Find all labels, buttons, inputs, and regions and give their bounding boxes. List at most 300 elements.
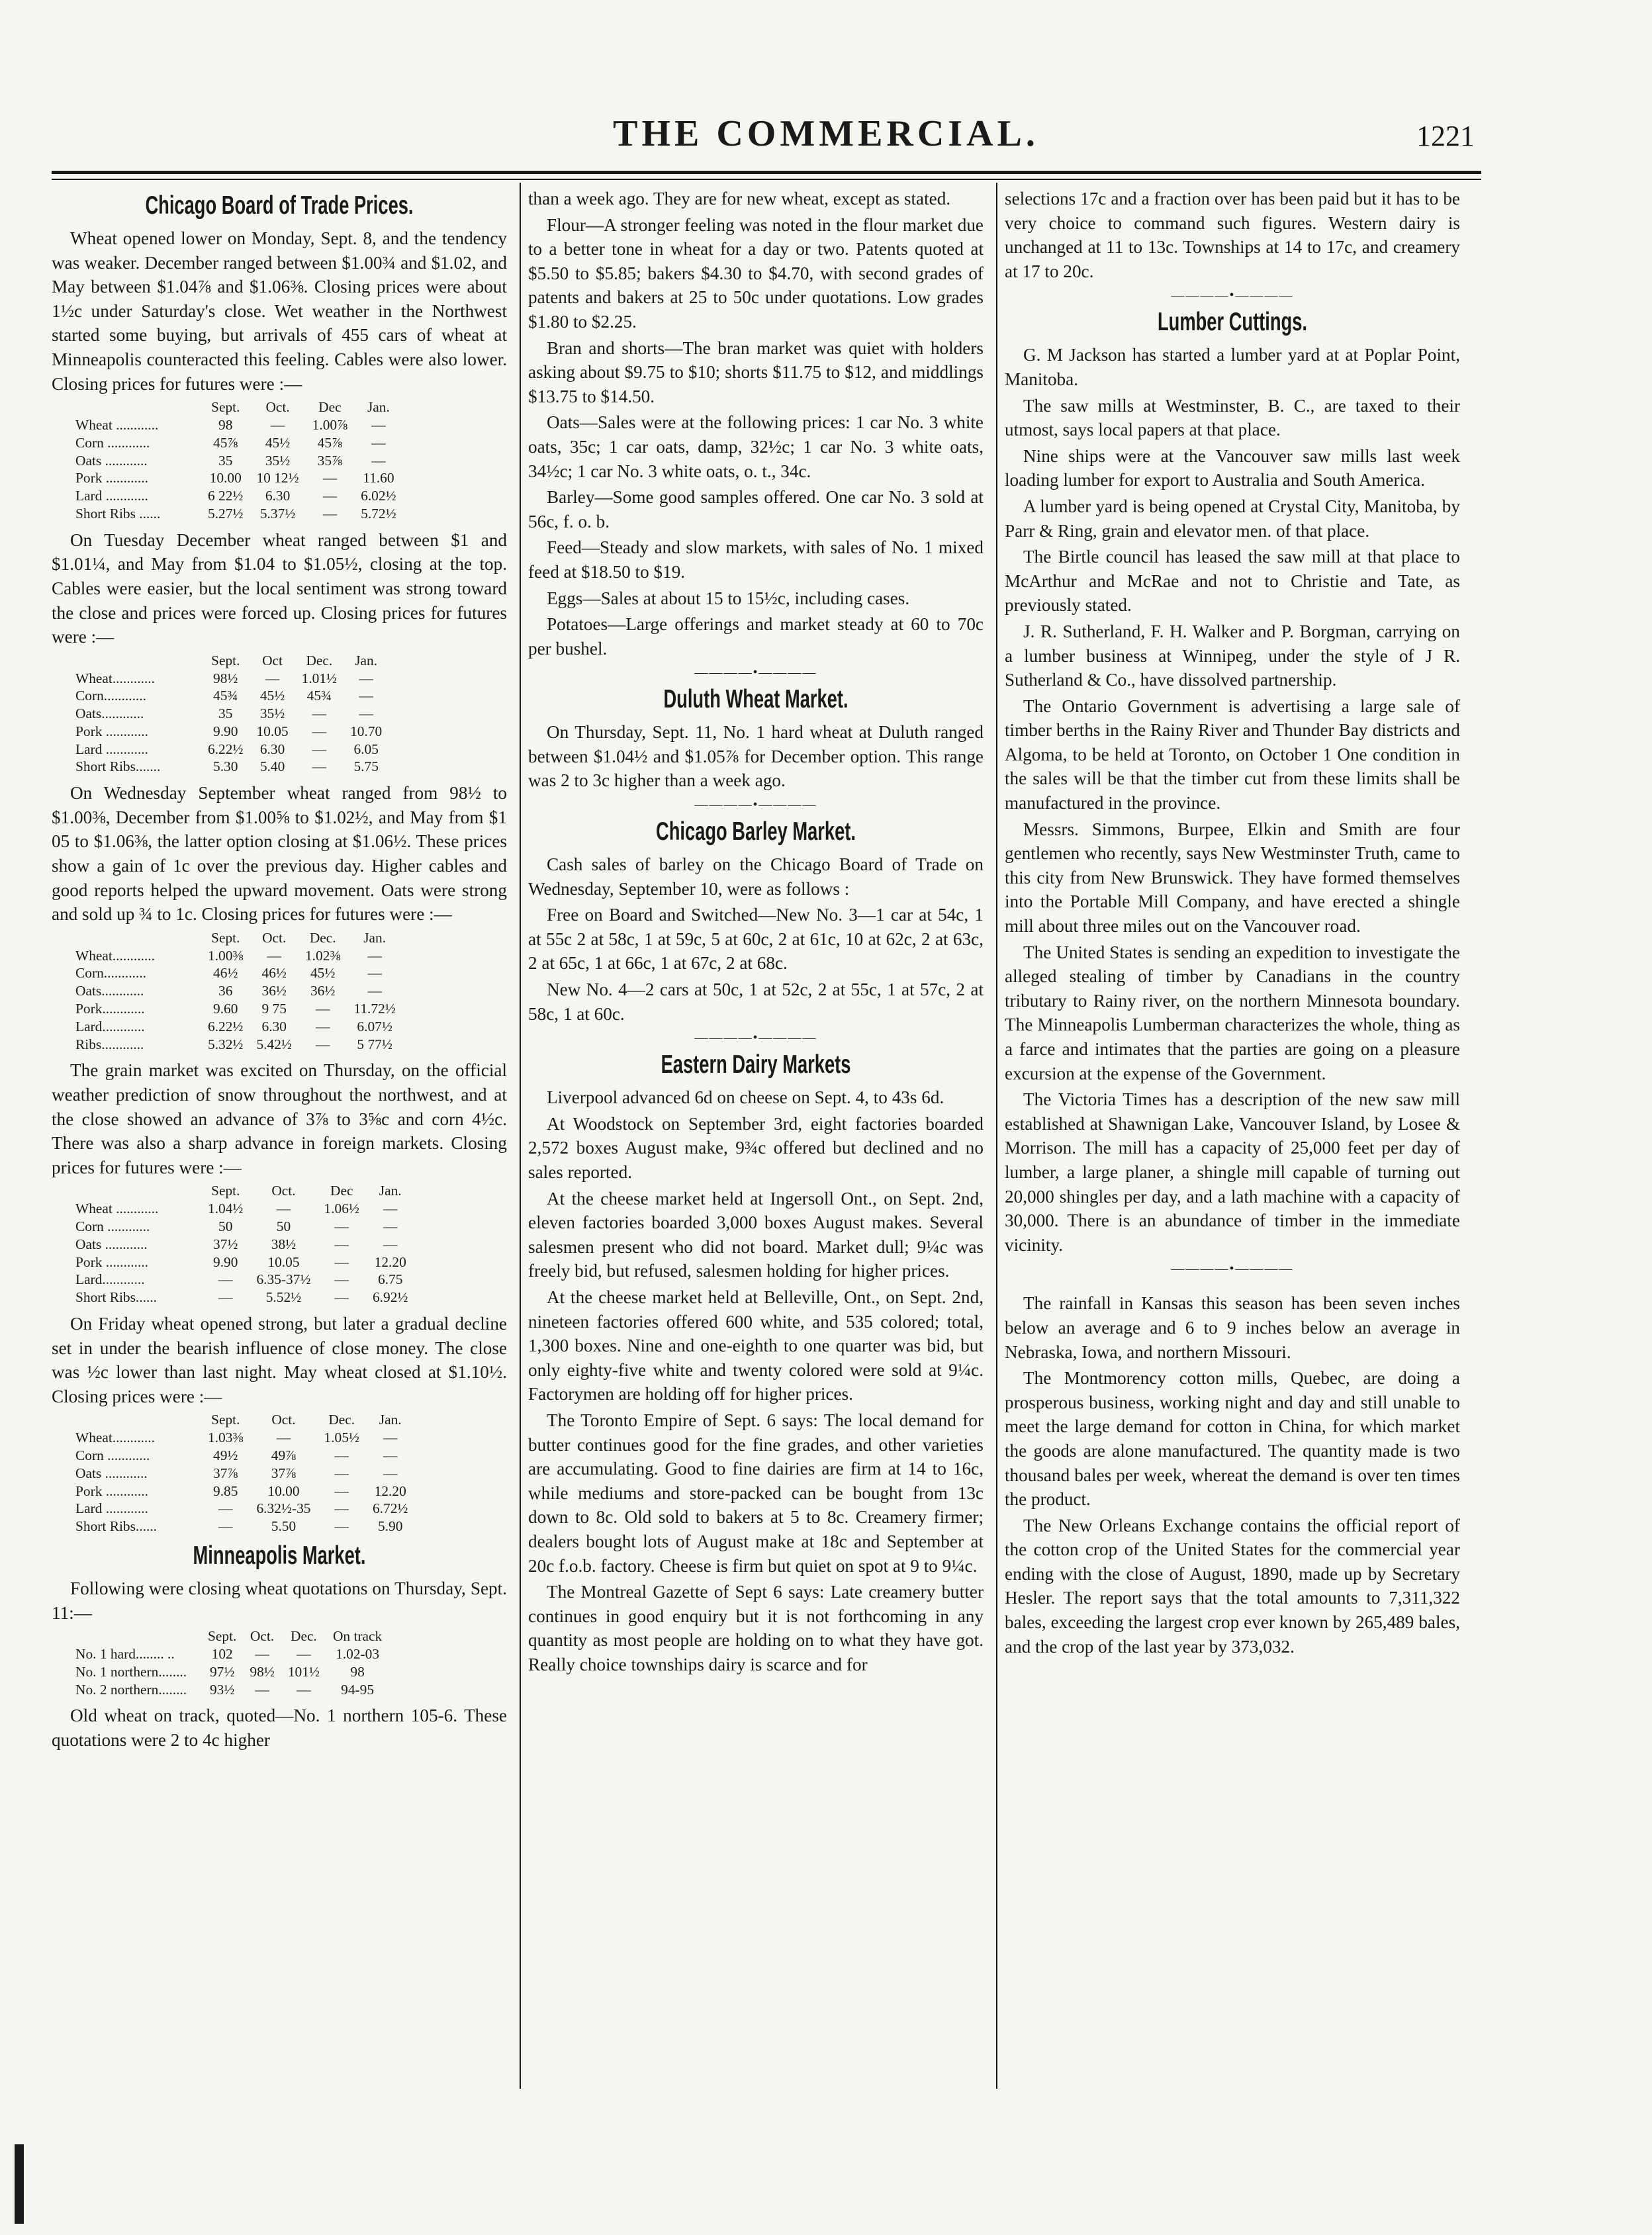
table-cell: — (334, 1500, 349, 1517)
row-label: Oats ............ (75, 1465, 148, 1481)
table-row (75, 705, 389, 723)
paragraph: Feed—Steady and slow markets, with sales of No. 1 mixed feed at $18.50 to $19. (528, 537, 984, 582)
row-label: Corn............ (75, 688, 146, 704)
row-label: Oats ............ (75, 452, 148, 469)
table-cell: — (371, 416, 386, 433)
table-cell: 5.42½ (256, 1036, 292, 1052)
row-label: Pork ............ (75, 1254, 148, 1270)
table-cell: — (383, 1447, 398, 1463)
table-row (75, 452, 403, 470)
table-cell: 35⅞ (317, 452, 343, 469)
row-label: Corn ............ (75, 1447, 150, 1463)
table-cell: 46½ (213, 965, 238, 981)
section-separator: ————•———— (1171, 1261, 1294, 1277)
paragraph: Flour—A stronger feeling was noted in the flour market due to a better tone in wheat for a day or two. Patents quoted at $5.50 to $5.85; bakers $4.30 to $4.70, with second grades of patents and bakers at 25 to 50c under quotations. Low grades $1.80 to $2.25. (528, 214, 984, 332)
table-row (75, 434, 403, 452)
table-cell: — (312, 741, 327, 757)
table-cell: 1.06½ (324, 1201, 359, 1217)
paragraph: Wheat opened lower on Monday, Sept. 8, and the tendency was weaker. December ranged between $1.00¾ and $1.02, and May between $1.04⅞ and $1.06⅜. Closing prices were about 1½c under Saturday's close. Wet weather in the Northwest started some buying, but arrivals of 455 cars of wheat at Minneapolis counteracted this feeling. Cables were also lower. Closing prices for futures were :— (52, 228, 507, 394)
section-separator: ————•———— (694, 1030, 817, 1046)
table-cell: 10.00 (209, 470, 242, 486)
table-cell: — (316, 1001, 330, 1017)
table-cell: 5.27½ (208, 505, 244, 522)
row-label: Corn ............ (75, 1218, 150, 1234)
table-cell: — (383, 1430, 398, 1446)
row-label: Wheat ............ (75, 1201, 159, 1217)
table-cell: — (383, 1465, 398, 1481)
column-header: Oct (262, 652, 283, 668)
column-header (75, 652, 201, 670)
column-header: Jan. (367, 399, 390, 416)
table-cell: 6.35-37½ (256, 1271, 311, 1288)
table-cell: 12.20 (374, 1254, 406, 1270)
row-label: Pork ............ (75, 723, 148, 739)
table-header-row (75, 929, 402, 947)
row-label: No. 2 northern........ (75, 1681, 187, 1698)
paragraph: Old wheat on track, quoted—No. 1 northern 105-6. These quotations were 2 to 4c higher (52, 1706, 507, 1750)
row-label: Oats ............ (75, 1236, 148, 1252)
table-row (75, 964, 402, 982)
table-cell: 6.30 (265, 488, 291, 504)
table-row (75, 687, 389, 705)
column-header: Dec. (309, 929, 336, 946)
table-row (75, 416, 403, 434)
table-cell: 98½ (250, 1663, 275, 1680)
table-row (75, 982, 402, 1000)
table-cell: — (270, 416, 285, 433)
table-cell: — (316, 1036, 330, 1052)
column-header: Dec. (291, 1628, 317, 1645)
row-label: Lard ............ (75, 741, 148, 757)
table-cell: 49⅞ (271, 1447, 297, 1463)
paragraph: The New Orleans Exchange contains the official report of the cotton crop of the United States for the commercial year ending with the close of August, 1890, made up by Secretary Hesler. The report says that the total amounts to 7,311,322 bales, exceeding the largest crop ever known by 265,489 bales, and the crop of the last year by 373,032. (1005, 1515, 1460, 1657)
paragraph: On Wednesday September wheat ranged from 98½ to $1.00⅜, December from $1.00⅝ to $1.02½, and May from $1 05 to $1.06⅜, the latter option closing at $1.06½. These prices show a gain of 1c over the previous day. Higher cables and good reports helped the upward movement. Oats were strong and sold up ¾ to 1c. Closing prices for futures were :— (52, 783, 507, 925)
table-cell: 5.50 (271, 1518, 297, 1535)
column-divider (996, 183, 997, 2089)
table-cell: 46½ (261, 965, 287, 981)
column-header: Oct. (262, 929, 287, 946)
table-cell: 45⅞ (317, 434, 343, 451)
table-cell: 6.32½-35 (256, 1500, 311, 1517)
table-cell: — (218, 1500, 233, 1517)
paragraph: Liverpool advanced 6d on cheese on Sept. 4, to 43s 6d. (547, 1087, 944, 1108)
table-cell: — (322, 488, 338, 504)
paragraph: On Friday wheat opened strong, but later a gradual decline set in under the bearish influence of close money. The close was ½c lower than last night. May wheat closed at $1.10½. Closing prices were :— (52, 1313, 507, 1406)
row-label: Short Ribs...... (75, 1289, 158, 1306)
column-header: On track (332, 1628, 383, 1645)
column-header: Jan. (355, 652, 378, 668)
paragraph: The Montreal Gazette of Sept 6 says: Late creamery butter continues in good enquiry but it is not forthcoming in any quantity as most people are holding on to what they have got. Really choice townships dairy is scarce and for (528, 1582, 984, 1674)
column-header: Jan. (379, 1183, 402, 1199)
page-number: 1221 (1416, 120, 1475, 152)
row-label: Ribs............ (75, 1036, 144, 1052)
header-rule (52, 171, 1481, 174)
column-header: Oct. (271, 1183, 296, 1199)
table-row (75, 1645, 389, 1663)
table-cell: — (371, 434, 386, 451)
paragraph: selections 17c and a fraction over has been paid but it has to be very choice to command such figures. Western dairy is unchanged at 11 to 13c. Townships at 14 to 17c, and creamery at 17 to 20c. (1005, 189, 1460, 281)
table-cell: — (334, 1254, 349, 1270)
table-cell: 6.07½ (357, 1018, 392, 1034)
table-row (75, 1218, 414, 1236)
table-cell: 101½ (287, 1663, 320, 1680)
table-cell: 36 (218, 983, 233, 999)
table-row (75, 741, 389, 758)
paragraph: Messrs. Simmons, Burpee, Elkin and Smith are four gentlemen who recently, says New Westminster Truth, came to this city from New Brunswick. They have formed themselves into the Portable Mill Company, and have erected a shingle mill about three miles out on the Vancouver road. (1005, 819, 1460, 936)
spacer (1005, 1281, 1460, 1291)
table-row (75, 1254, 414, 1271)
table-cell: — (334, 1218, 349, 1234)
paragraph: The Montmorency cotton mills, Quebec, are doing a prosperous business, working night and day and still unable to meet the large demand for cotton in China, for which market the goods are alone manufactured. The quantity made is two thousand bales per week, whereat the demand is over ten times the product. (1005, 1368, 1460, 1510)
row-label: Short Ribs...... (75, 1518, 158, 1535)
paragraph: The saw mills at Westminster, B. C., are taxed to their utmost, says local papers at that place. (1005, 395, 1460, 440)
table-cell: 6.30 (261, 1018, 287, 1034)
table-cell: 1.00⅜ (208, 947, 244, 964)
row-label: Wheat............ (75, 947, 155, 964)
table-cell: — (383, 1236, 398, 1252)
table-cell: — (359, 688, 373, 704)
column-header: Dec (318, 399, 342, 416)
table-cell: 1.02-03 (336, 1645, 380, 1662)
table-cell: 11.72½ (353, 1001, 396, 1017)
paragraph: G. M Jackson has started a lumber yard at at Poplar Point, Manitoba. (1005, 345, 1460, 389)
table-row (75, 505, 403, 523)
table-row (75, 1465, 414, 1482)
paragraph: Eggs—Sales at about 15 to 15½c, including cases. (547, 588, 910, 608)
paragraph: The grain market was excited on Thursday, on the official weather prediction of snow throughout the northwest, and at the close showed an advance of 3⅞ to 3⅝c and corn 4½c. There was also a sharp advance in foreign markets. Closing prices for futures were :— (52, 1060, 507, 1177)
paragraph: Barley—Some good samples offered. One car No. 3 sold at 56c, f. o. b. (528, 487, 984, 531)
table-cell: 6.75 (377, 1271, 403, 1288)
paragraph: The Birtle council has leased the saw mill at that place to McArthur and McRae and not to Christie and Tate, as previously stated. (1005, 547, 1460, 616)
table-cell: 11.60 (363, 470, 394, 486)
table-cell: 1.00⅞ (312, 416, 348, 433)
table-row (75, 1036, 402, 1054)
table-cell: 45⅞ (213, 434, 238, 451)
table-cell: 9 75 (261, 1001, 287, 1017)
article-heading: Lumber Cuttings. (1158, 308, 1307, 337)
table-row (75, 1681, 389, 1699)
row-label: No. 1 northern........ (75, 1663, 187, 1680)
table-cell: — (322, 470, 338, 486)
row-label: Pork ............ (75, 1482, 148, 1499)
table-cell: 5.75 (353, 758, 379, 775)
row-label: Lard ............ (75, 1500, 148, 1517)
table-cell: 35 (218, 706, 233, 722)
table-header-row (75, 1411, 414, 1429)
table-cell: 102 (211, 1645, 233, 1662)
table-cell: 6.22½ (208, 1018, 244, 1034)
column-header: Dec. (306, 652, 333, 668)
row-label: Wheat............ (75, 1430, 155, 1446)
article-heading: Minneapolis Market. (193, 1541, 366, 1570)
table-cell: 45½ (310, 965, 336, 981)
article-heading: Duluth Wheat Market. (663, 685, 849, 714)
table-cell: — (316, 1018, 330, 1034)
price-table (75, 929, 402, 1054)
table-cell: 37½ (213, 1236, 238, 1252)
table-cell: 9.60 (213, 1001, 238, 1017)
table-cell: 45¾ (213, 688, 238, 704)
price-table (75, 652, 389, 776)
table-cell: — (334, 1289, 349, 1306)
row-label: No. 1 hard........ .. (75, 1645, 175, 1662)
table-cell: — (367, 947, 382, 964)
table-cell: — (297, 1645, 311, 1662)
table-cell: — (312, 758, 327, 775)
table-row (75, 1500, 414, 1518)
row-label: Oats............ (75, 983, 144, 999)
table-cell: 10.00 (267, 1482, 300, 1499)
masthead: THE COMMERCIAL. (613, 113, 1039, 154)
table-row (75, 1018, 402, 1036)
paragraph: The United States is sending an expedition to investigate the alleged stealing of timber by Canadians in the country tributary to Rainy river, on the northern Minnesota boundary. The Minneapolis Lumberman characterizes the whole, thing as a farce and intimates that the parties are going on a pleasure excursion at the expense of the Government. (1005, 942, 1460, 1083)
paragraph: The Ontario Government is advertising a large sale of timber berths in the Rainy River and Thunder Bay districts and Algoma, to be held at Toronto, on October 1 One condition in the sales will be that the timber cut from these limits shall be manufactured in the province. (1005, 696, 1460, 813)
table-cell: 9.90 (213, 723, 238, 739)
paragraph: On Thursday, Sept. 11, No. 1 hard wheat at Duluth ranged between $1.04½ and $1.05⅞ for December option. This range was 2 to 3c higher than a week ago. (528, 722, 984, 791)
paragraph: Bran and shorts—The bran market was quiet with holders asking about $9.75 to $10; shorts $11.75 to $12, and middlings $13.75 to $14.50. (528, 338, 984, 406)
price-table (75, 1411, 414, 1535)
article-heading: Eastern Dairy Markets (661, 1050, 851, 1079)
table-cell: 10 12½ (256, 470, 299, 486)
table-row (75, 1236, 414, 1254)
paragraph: Following were closing wheat quotations on Thursday, Sept. 11:— (52, 1578, 507, 1623)
table-cell: 5.37½ (259, 505, 296, 522)
section-separator: ————•———— (694, 798, 817, 813)
table-cell: 5.30 (213, 758, 238, 775)
header-rule-thin (52, 179, 1481, 180)
table-cell: — (312, 723, 327, 739)
table-row (75, 723, 389, 741)
article-heading: Chicago Barley Market. (656, 817, 856, 846)
row-label: Wheat ............ (75, 416, 159, 433)
table-cell: — (218, 1271, 233, 1288)
table-row (75, 1200, 414, 1218)
table-cell: 6.72½ (372, 1500, 408, 1517)
table-cell: 50 (218, 1218, 233, 1234)
paragraph: Cash sales of barley on the Chicago Board of Trade on Wednesday, September 10, were as follows : (528, 854, 984, 899)
table-cell: 98 (218, 416, 233, 433)
table-cell: 6.02½ (361, 488, 396, 504)
column-header: Sept. (211, 929, 240, 946)
table-cell: 38½ (271, 1236, 297, 1252)
column-header: Sept. (211, 1183, 240, 1199)
table-cell: 35½ (259, 706, 285, 722)
table-cell: — (297, 1681, 311, 1698)
table-row (75, 1482, 414, 1500)
table-header-row (75, 1627, 389, 1645)
paragraph: The rainfall in Kansas this season has been seven inches below an average and 6 to 9 inches below an average in Nebraska, Iowa, and northern Missouri. (1005, 1293, 1460, 1362)
paragraph: At the cheese market held at Ingersoll Ont., on Sept. 2nd, eleven factories boarded 3,000 boxes August makes. Several salesmen present who did not board. Market dull; 9¼c was freely bid, but refused, salesmen holding for higher prices. (528, 1188, 984, 1281)
table-cell: 5.52½ (265, 1289, 302, 1306)
paragraph: Potatoes—Large offerings and market steady at 60 to 70c per bushel. (528, 614, 984, 659)
column-2 (528, 187, 984, 1678)
margin-mark (15, 2144, 24, 2224)
table-cell: 9.85 (213, 1482, 238, 1499)
table-row (75, 947, 402, 965)
table-cell: — (334, 1236, 349, 1252)
table-cell: 97½ (209, 1663, 235, 1680)
table-row (75, 670, 389, 688)
paragraph: than a week ago. They are for new wheat, except as stated. (528, 189, 951, 208)
column-header: Sept. (211, 1412, 240, 1428)
table-cell: — (276, 1201, 291, 1217)
table-cell: 1.01½ (301, 670, 338, 686)
paragraph: The Toronto Empire of Sept. 6 says: The local demand for butter continues good for the fine grades, and other varieties are accumulating. Good to fine dairies are firm at 14 to 16c, while mediums and store-packed can be bought from 13c down to 8c. Old sold to bakers at 5 to 8c. Creamery firmer; dealers bought lots of August make at 18c and September at 20c f.o.b. factory. Cheese is firm but quiet on spot at 9 to 9¼c. (528, 1410, 984, 1576)
table-cell: 6.22½ (208, 741, 244, 757)
table-cell: 1.03⅜ (208, 1430, 244, 1446)
row-label: Pork............ (75, 1001, 145, 1017)
table-cell: 50 (276, 1218, 291, 1234)
table-row (75, 1518, 414, 1535)
table-row (75, 1000, 402, 1018)
table-cell: 5.40 (259, 758, 285, 775)
table-cell: — (334, 1447, 349, 1463)
column-header (75, 929, 201, 947)
table-cell: 6.92½ (372, 1289, 408, 1306)
paragraph: Oats—Sales were at the following prices: 1 car No. 3 white oats, 35c; 1 car oats, damp, 32½c; 1 car No. 3 white oats, 34½c; 1 car No. 3 white oats, o. t., 34c. (528, 412, 984, 481)
column-header: Sept. (211, 652, 240, 668)
row-label: Wheat............ (75, 670, 155, 686)
row-label: Lard............ (75, 1271, 145, 1288)
column-header: Oct. (250, 1628, 275, 1645)
column-header (75, 1627, 201, 1645)
table-cell: 9.90 (213, 1254, 238, 1270)
column-header: Sept. (211, 399, 240, 416)
table-cell: — (371, 452, 386, 469)
table-cell: — (334, 1465, 349, 1481)
row-label: Short Ribs ...... (75, 505, 161, 522)
table-cell: 45½ (265, 434, 291, 451)
table-cell: 6.30 (259, 741, 285, 757)
column-header: Sept. (208, 1628, 237, 1645)
table-cell: 12.20 (374, 1482, 406, 1499)
table-cell: 5 77½ (357, 1036, 392, 1052)
table-cell: — (265, 670, 280, 686)
table-cell: 98 (350, 1663, 365, 1680)
column-1 (52, 187, 507, 1754)
table-cell: 93½ (209, 1681, 235, 1698)
table-cell: — (267, 947, 281, 964)
paragraph: The Victoria Times has a description of the new saw mill established at Shawnigan Lake, Vancouver Island, by Losee & Morrison. The mill has a capacity of 25,000 feet per day of lumber, a large planer, a shingle mill capable of turning out 20,000 shingles per day, and a lath machine with a capacity of 30,000. There is an abundance of timber in the immediate vicinity. (1005, 1089, 1460, 1255)
table-cell: 10.70 (350, 723, 383, 739)
table-row (75, 1447, 414, 1465)
row-label: Lard............ (75, 1018, 145, 1034)
row-label: Pork ............ (75, 470, 148, 486)
table-cell: — (276, 1430, 291, 1446)
table-header-row (75, 652, 389, 670)
table-cell: 45¾ (306, 688, 332, 704)
table-row (75, 469, 403, 487)
paragraph: J. R. Sutherland, F. H. Walker and P. Borgman, carrying on a lumber business at Winnipeg, under the style of J R. Sutherland & Co., have dissolved partnership. (1005, 621, 1460, 690)
table-cell: — (367, 983, 382, 999)
table-cell: 6.05 (353, 741, 379, 757)
table-cell: 10.05 (267, 1254, 300, 1270)
table-cell: — (334, 1482, 349, 1499)
table-cell: — (359, 670, 373, 686)
table-cell: 35½ (265, 452, 291, 469)
column-header: Jan. (363, 929, 387, 946)
paragraph: Nine ships were at the Vancouver saw mills last week loading lumber for export to Australia and South America. (1005, 445, 1460, 490)
table-row (75, 1289, 414, 1306)
price-table (75, 398, 403, 523)
table-cell: 5.90 (377, 1518, 403, 1535)
section-separator: ————•———— (694, 665, 817, 680)
table-cell: — (255, 1681, 269, 1698)
row-label: Corn............ (75, 965, 146, 981)
table-cell: — (359, 706, 373, 722)
table-header-row (75, 398, 403, 416)
table-cell: 45½ (259, 688, 285, 704)
column-header: Jan. (379, 1412, 402, 1428)
paragraph: A lumber yard is being opened at Crystal City, Manitoba, by Parr & Ring, grain and elevator men. of that place. (1005, 496, 1460, 541)
table-cell: 1.04½ (208, 1201, 244, 1217)
table-cell: 37⅞ (271, 1465, 297, 1481)
column-header: Dec (330, 1183, 353, 1199)
table-header-row (75, 1182, 414, 1200)
paragraph: On Tuesday December wheat ranged between $1 and $1.01¼, and May from $1.04 to $1.05½, closing at the top. Cables were easier, but the local sentiment was strong toward the close and prices were forced up. Closing prices for futures were :— (52, 529, 507, 647)
table-row (75, 1429, 414, 1447)
paragraph: New No. 4—2 cars at 50c, 1 at 52c, 2 at 55c, 1 at 57c, 2 at 58c, 1 at 60c. (528, 980, 984, 1024)
paragraph: At the cheese market held at Belleville, Ont., on Sept. 2nd, nineteen factories offered 600 white, and 535 colored; total, 1,300 boxes. Nine and one-eighth to one quarter was bid, but only eighty-five white and twenty colored were sold at 9¼c. Factorymen are holding off for higher prices. (528, 1287, 984, 1404)
table-cell: — (383, 1218, 398, 1234)
table-cell: — (334, 1518, 349, 1535)
table-cell: 5.32½ (208, 1036, 244, 1052)
table-cell: 35 (218, 452, 233, 469)
paragraph: Free on Board and Switched—New No. 3—1 car at 54c, 1 at 55c 2 at 58c, 1 at 59c, 5 at 60c, 2 at 61c, 10 at 62c, 2 at 63c, 2 at 65c, 1 at 66c, 1 at 67c, 2 at 68c. (528, 905, 984, 974)
row-label: Corn ............ (75, 434, 150, 451)
table-row (75, 487, 403, 505)
paragraph: At Woodstock on September 3rd, eight factories boarded 2,572 boxes August make, 9¾c offered but declined and no sales reported. (528, 1113, 984, 1182)
table-cell: 36½ (310, 983, 336, 999)
column-header: Oct. (271, 1412, 296, 1428)
column-header (75, 1411, 201, 1429)
table-cell: — (334, 1271, 349, 1288)
table-cell: 1.05½ (324, 1430, 359, 1446)
price-table (75, 1627, 389, 1698)
column-header: Oct. (265, 399, 290, 416)
table-cell: 5.72½ (361, 505, 396, 522)
table-cell: 49½ (213, 1447, 238, 1463)
table-cell: 37⅞ (213, 1465, 238, 1481)
table-cell: 98½ (213, 670, 238, 686)
section-separator: ————•———— (1171, 288, 1294, 303)
price-table (75, 1182, 414, 1306)
column-header: Dec. (328, 1412, 355, 1428)
table-cell: — (322, 505, 338, 522)
table-row (75, 1663, 389, 1681)
row-label: Lard ............ (75, 488, 148, 504)
column-3 (1005, 187, 1460, 1661)
table-row (75, 1271, 414, 1289)
table-cell: 94-95 (341, 1681, 375, 1698)
table-cell: 10.05 (256, 723, 289, 739)
table-row (75, 758, 389, 776)
table-cell: 36½ (261, 983, 287, 999)
row-label: Short Ribs....... (75, 758, 161, 775)
table-cell: — (218, 1289, 233, 1306)
article-heading: Chicago Board of Trade Prices. (145, 191, 414, 220)
table-cell: — (255, 1645, 269, 1662)
table-cell: 6 22½ (208, 488, 244, 504)
column-header (75, 398, 201, 416)
table-cell: — (383, 1201, 398, 1217)
table-cell: — (312, 706, 327, 722)
table-cell: 1.02⅜ (304, 947, 341, 964)
column-divider (520, 183, 521, 2089)
table-cell: — (218, 1518, 233, 1535)
row-label: Oats............ (75, 706, 144, 722)
column-header (75, 1182, 201, 1200)
